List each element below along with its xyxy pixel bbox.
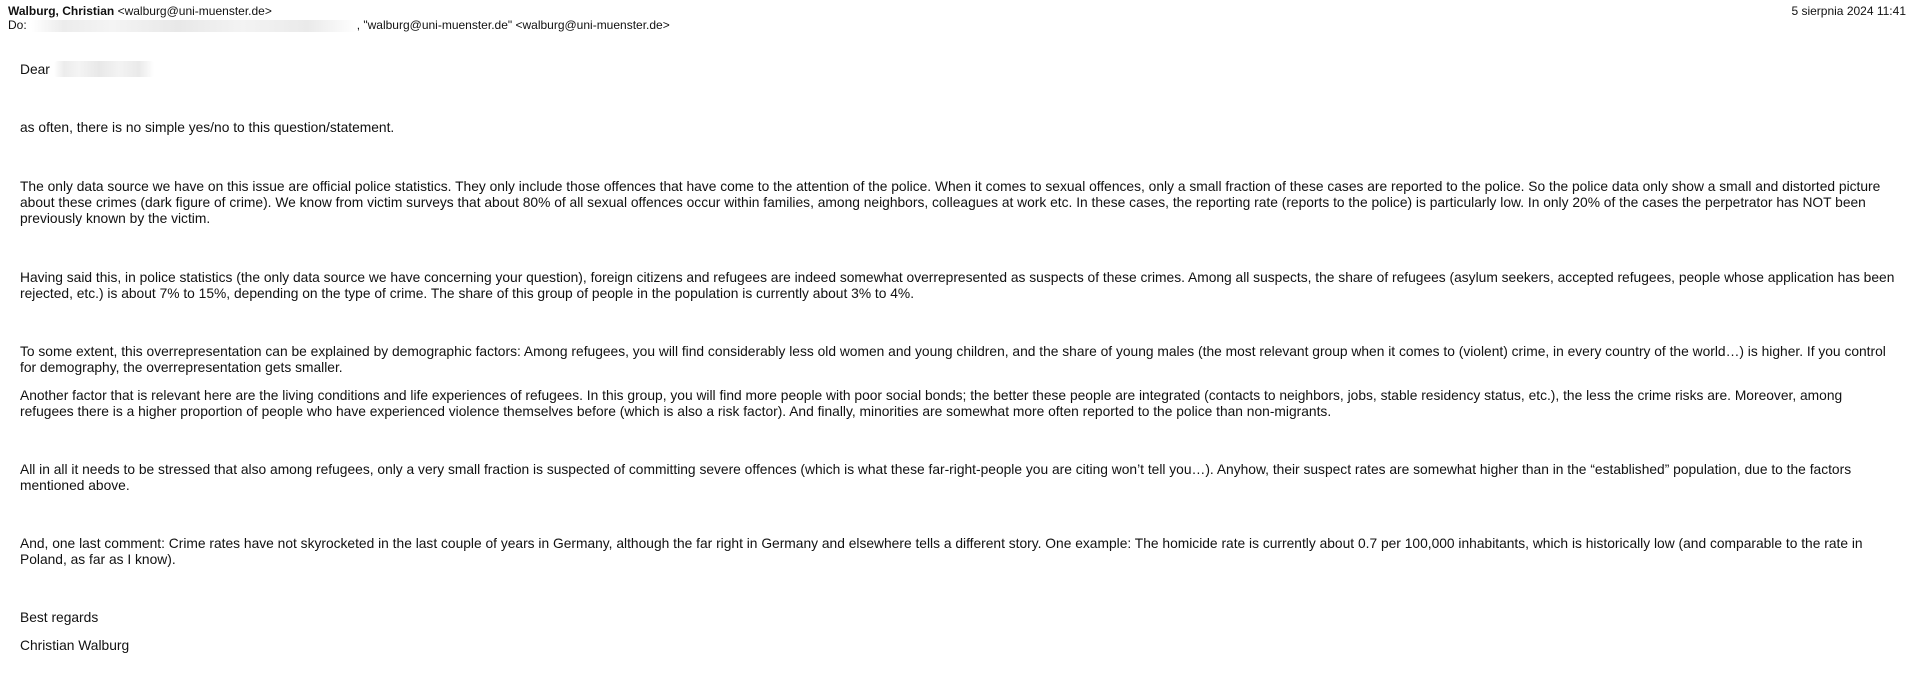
- paragraph-6: All in all it needs to be stressed that also among refugees, only a very small fraction is suspected of committing severe offences (which is what these far-right-people you are citing won’t tell you…). Anyhow, their suspect rates are somewhat higher than in the “established” population, due to the factors mentioned above.: [20, 462, 1852, 493]
- redacted-recipient-name: [54, 61, 154, 77]
- to-line: [8, 18, 1906, 32]
- email-header: [8, 4, 1906, 32]
- email-date: 5 sierpnia 2024 11:41: [1791, 4, 1906, 18]
- closing: Best regards: [20, 610, 99, 625]
- paragraph-1: as often, there is no simple yes/no to this question/statement.: [20, 120, 395, 135]
- paragraph-3: Having said this, in police statistics (the only data source we have concerning your question), foreign citizens and refugees are indeed somewhat overrepresented as suspects of these crimes. Among all suspects, the share of refugees (asylum seekers, accepted refugees, people whose application has been rejected, etc.) is about 7% to 15%, depending on the type of crime. The share of this group of people in the population is currently about 3% to 4%.: [20, 270, 1895, 301]
- to-recipients[interactable]: , "walburg@uni-muenster.de" <walburg@uni-muenster.de>: [356, 18, 670, 32]
- paragraph-7: And, one last comment: Crime rates have not skyrocketed in the last couple of years in Germany, although the far right in Germany and elsewhere tells a different story. One example: The homicide rate is currently about 0.7 per 100,000 inhabitants, which is historically low (and comparable to the rate in Poland, as far as I know).: [20, 536, 1863, 567]
- email-body: [20, 61, 1896, 654]
- greeting: Dear: [20, 62, 50, 77]
- from-line: [8, 4, 1906, 18]
- to-label: Do:: [8, 18, 27, 32]
- paragraph-4: To some extent, this overrepresentation can be explained by demographic factors: Among refugees, you will find considerably less old women and young children, and the share of young males (the most relevant group when it comes to (violent) crime, in every country of the world…) is higher. If you control for demography, the overrepresentation gets smaller.: [20, 344, 1886, 375]
- sender-name[interactable]: Walburg, Christian: [8, 4, 115, 18]
- paragraph-5: Another factor that is relevant here are the living conditions and life experiences of refugees. In this group, you will find more people with poor social bonds; the better these people are integrated (contacts to neighbors, jobs, stable residency status, etc.), the less the crime risks are. Moreover, among refugees there is a higher proportion of people who have experienced violence themselves before (which is also a risk factor). And finally, minorities are somewhat more often reported to the police than non-migrants.: [20, 388, 1843, 419]
- paragraph-2: The only data source we have on this issue are official police statistics. They only include those offences that have come to the attention of the police. When it comes to sexual offences, only a small fraction of these cases are reported to the police. So the police data only show a small and distorted picture about these crimes (dark figure of crime). We know from victim surveys that about 80% of all sexual offences occur within families, among neighbors, colleagues at work etc. In these cases, the reporting rate (reports to the police) is particularly low. In only 20% of the cases the perpetrator has NOT been previously known by the victim.: [20, 179, 1881, 226]
- sender-email[interactable]: <walburg@uni-muenster.de>: [117, 4, 272, 18]
- greeting-line: [20, 61, 1896, 78]
- redacted-recipient: [31, 20, 357, 32]
- signature: Christian Walburg: [20, 638, 130, 653]
